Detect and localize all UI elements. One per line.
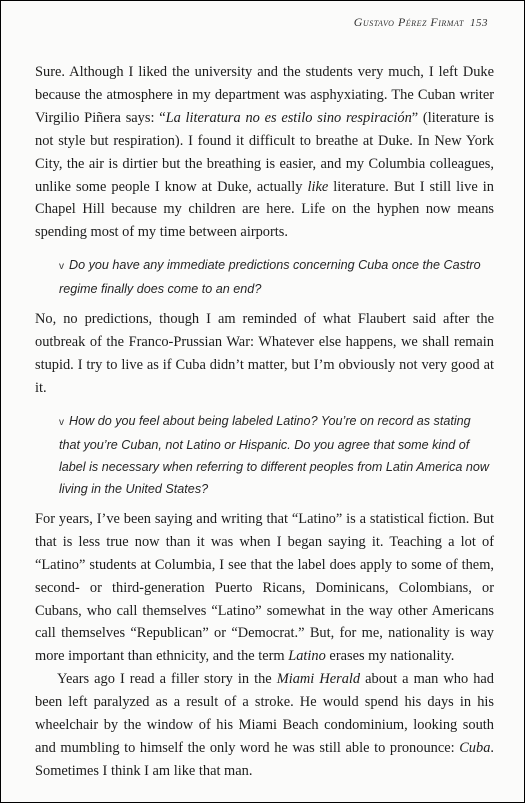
answer-paragraph: For years, I’ve been saying and writing that “Latino” is a statistical fiction. But that is less true now than it was when I began saying it. Teaching a lot of “Latino” students at Columbia, I see that the label does apply to some of them, second- or third-generation Puerto Ricans, Dominicans, Colombians, or Cubans, who call themselves “Latino” somewhat in the way other Americans call themselves “Republican” or “Democrat.” But, for me, nationality is way more important than ethnicity, and the term Latino erases my nationality. (35, 510, 494, 665)
page-number: 153 (470, 17, 488, 29)
answer-paragraph: Years ago I read a filler story in the Miami Herald about a man who had been left paralyzed as a result of a stroke. He would spend his days in his wheelchair by the window of his Miami Beach condominium, looking south and mumbling to himself the only word he was still able to pronounce: Cuba. Sometimes I think I am like that man. (35, 671, 494, 779)
interview-question: v Do you have any immediate predictions concerning Cuba once the Castro regime finally does come to an end? (59, 258, 481, 297)
interview-question: v How do you feel about being labeled Latino? You’re on record as stating that you’re Cuban, not Latino or Hispanic. Do you agree that some kind of label is necessary when referring to different peoples from Latin America now living in the United States? (59, 413, 490, 496)
running-header-author: Gustavo Pérez Firmat (353, 15, 464, 29)
question-bullet-icon: v (59, 261, 64, 273)
running-header (354, 15, 488, 30)
answer-paragraph: No, no predictions, though I am reminded of what Flaubert said after the outbreak of the Franco-Prussian War: Whatever else happens, we shall remain stupid. I try to live as if Cuba didn’t matter, but I’m obviously not very good at it. (35, 311, 494, 396)
page-body (35, 61, 494, 783)
answer-paragraph: Sure. Although I liked the university and the students very much, I left Duke because the atmosphere in my department was asphyxiating. The Cuban writer Virgilio Piñera says: “La literatura no es estilo sino respiración” (literature is not style but respiration). I found it difficult to breathe at Duke. In New York City, the air is dirtier but the breathing is easier, and my Columbia colleagues, unlike some people I know at Duke, actually like literature. But I still live in Chapel Hill because my children are here. Life on the hyphen now means spending most of my time between airports. (35, 64, 494, 241)
question-bullet-icon: v (59, 416, 64, 428)
